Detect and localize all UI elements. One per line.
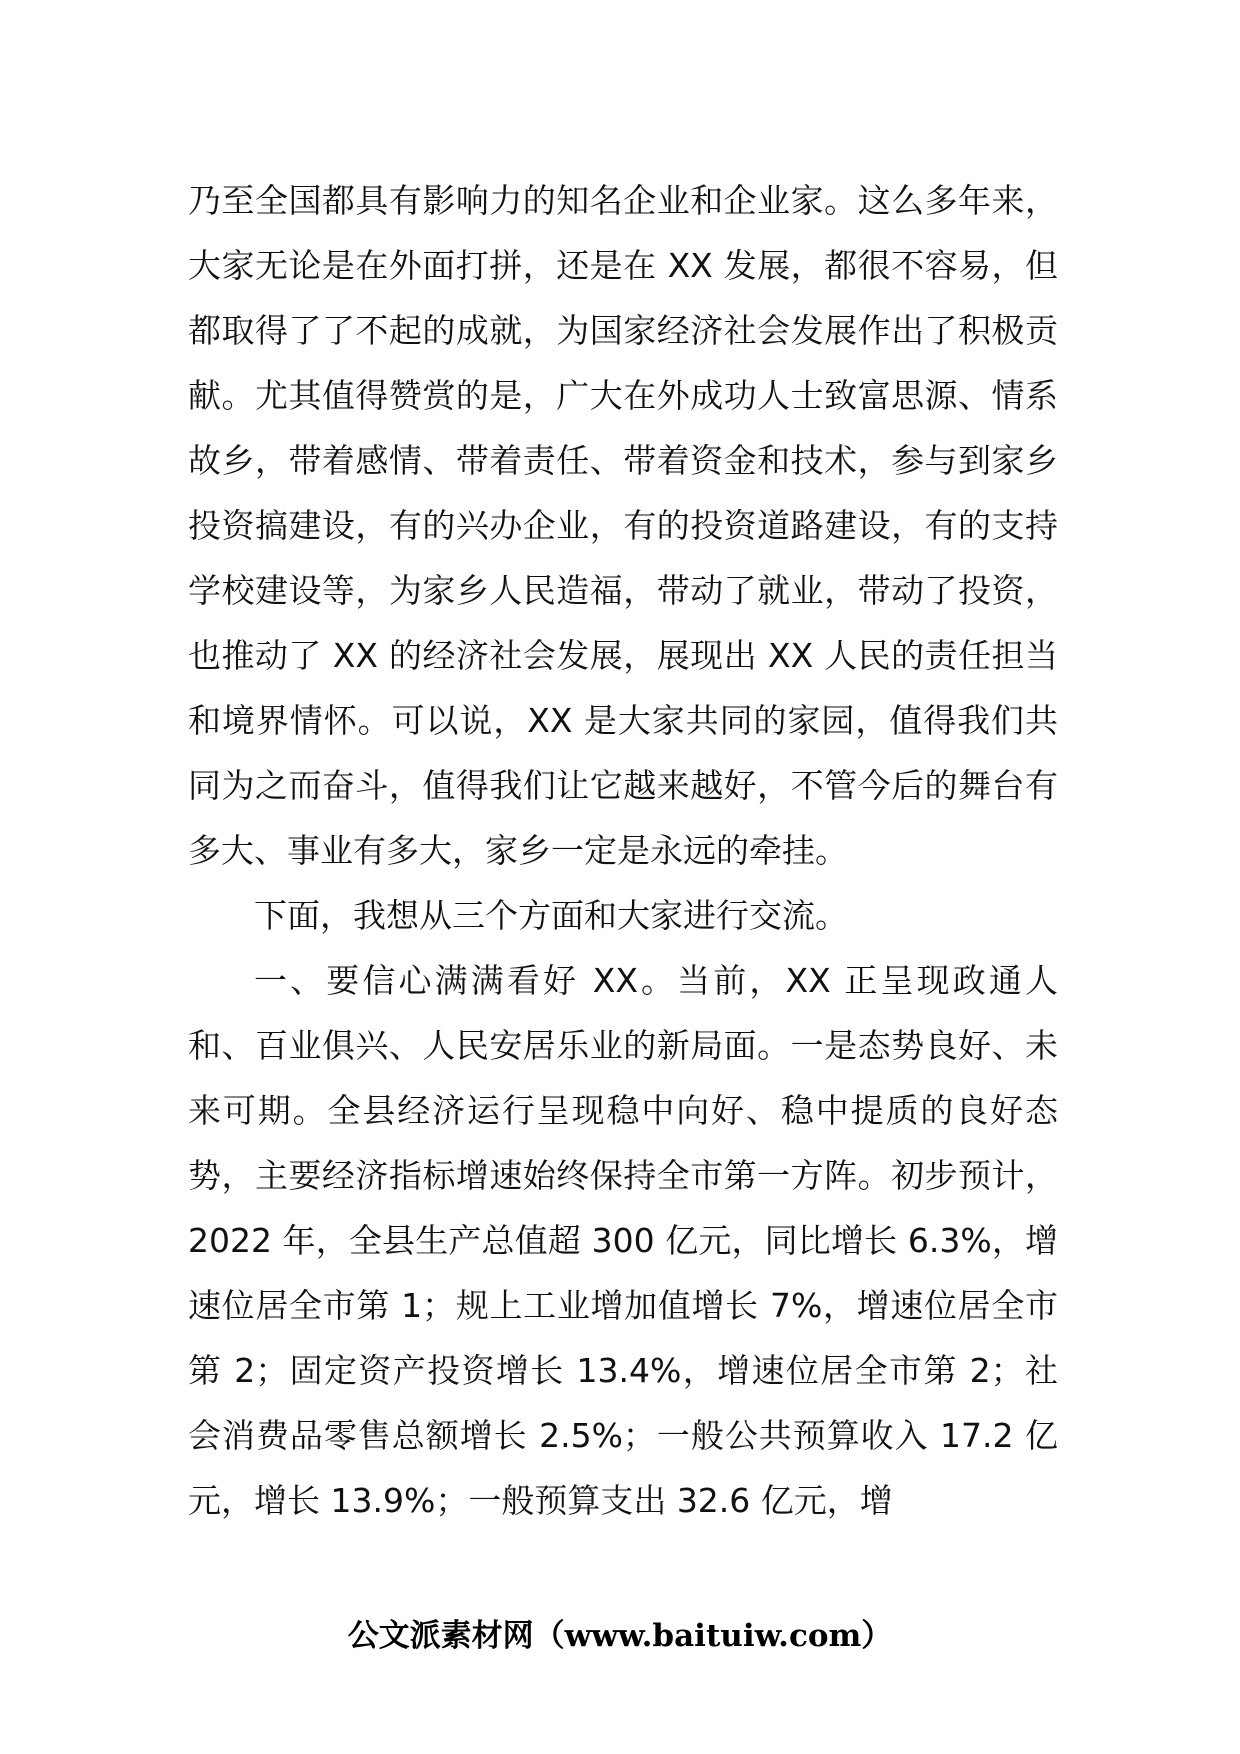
- paragraph-continuation: 乃至全国都具有影响力的知名企业和企业家。这么多年来，大家无论是在外面打拼，还是在 XX 发展，都很不容易，但都取得了了不起的成就，为国家经济社会发展作出了积极贡献。尤其值得赞赏的是，广大在外成功人士致富思源、情系故乡，带着感情、带着责任、带着资金和技术，参与到家乡投资搞建设，有的兴办企业，有的投资道路建设，有的支持学校建设等，为家乡人民造福，带动了就业，带动了投资，也推动了 XX 的经济社会发展，展现出 XX 人民的责任担当和境界情怀。可以说，XX 是大家共同的家园，值得我们共同为之而奋斗，值得我们让它越来越好，不管今后的舞台有多大、事业有多大，家乡一定是永远的牵挂。: [188, 181, 1058, 870]
- footer-watermark: 公文派素材网（www.baituiw.com）: [347, 1618, 893, 1654]
- paragraph-transition: 下面，我想从三个方面和大家进行交流。: [254, 896, 848, 935]
- paragraph-section-one: 一、要信心满满看好 XX。当前，XX 正呈现政通人和、百业俱兴、人民安居乐业的新局面。一是态势良好、未来可期。全县经济运行呈现稳中向好、稳中提质的良好态势，主要经济指标增速始终保持全市第一方阵。初步预计，2022 年，全县生产总值超 300 亿元，同比增长 6.3%，增速位居全市第 1；规上工业增加值增长 7%，增速位居全市第 2；固定资产投资增长 13.4%，增速位居全市第 2；社会消费品零售总额增长 2.5%；一般公共预算收入 17.2 亿元，增长 13.9%；一般预算支出 32.6 亿元，增: [188, 961, 1058, 1520]
- document-body: [188, 168, 1058, 1533]
